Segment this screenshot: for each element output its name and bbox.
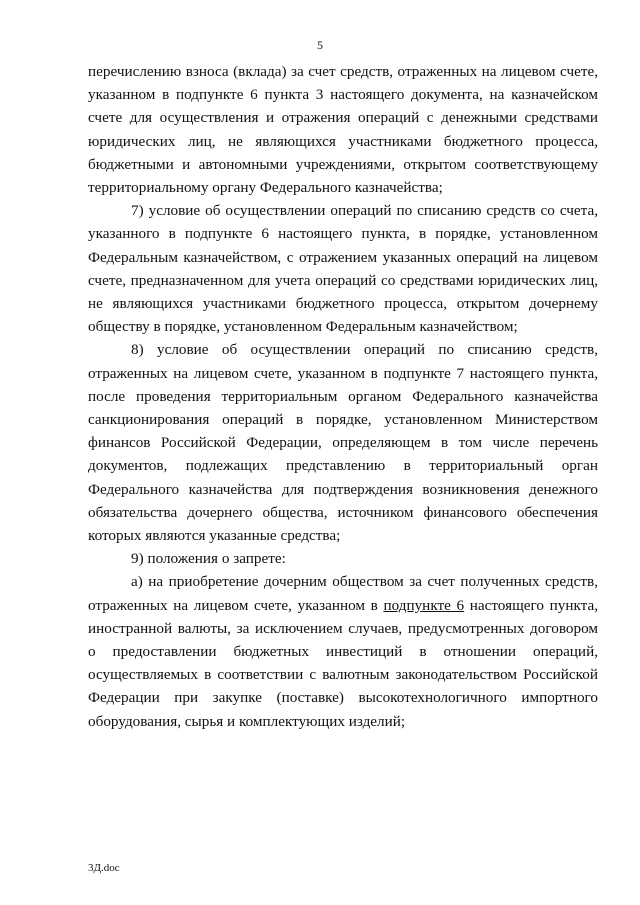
paragraph-item-8 [88, 338, 598, 547]
document-body [88, 60, 598, 733]
underlined-reference: подпункте 6 [383, 596, 465, 614]
page-number: 5 [317, 38, 323, 52]
paragraph-item-a [88, 570, 598, 732]
paragraph-text: настоящего пункта, иностранной валюты, за исключением случаев, предусмотренных договором о предоставлении бюджетных инвестиций в отношении операций, осуществляемых в соответствии с валютным законодательством Российской Федерации при закупке (поставке) высокотехнологичного импортного оборудования, сырья и комплектующих изделий; [88, 596, 598, 730]
paragraph-text: а) на приобретение дочерним обществом за счет полученных средств, отраженных на лицевом счете, указанном в [88, 573, 598, 614]
paragraph-text: 9) положения о запрете: [131, 550, 286, 568]
paragraph-text: перечислению взноса (вклада) за счет средств, отраженных на лицевом счете, указанном в подпункте 6 пункта 3 настоящего документа, на казначейском счете для осуществления и отражения операций с денежными средствами юридических лиц, не являющихся участниками бюджетного процесса, бюджетными и автономными учреждениями, открытом соответствующему территориальному органу Федерального казначейства; [88, 63, 598, 197]
paragraph-text: 8) условие об осуществлении операций по списанию средств, отраженных на лицевом счете, указанном в подпункте 7 настоящего пункта, после проведения территориальным органом Федерального казначейства санкционирования операций в порядке, установленном Министерством финансов Российской Федерации, определяющем в том числе перечень документов, подлежащих представлению в территориальный орган Федерального казначейства для подтверждения возникновения денежного обязательства дочернего общества, источником финансового обеспечения которых являются указанные средства; [88, 341, 598, 545]
paragraph-item-9 [88, 547, 598, 570]
file-name-footer: 3Д.doc [88, 862, 120, 874]
paragraph-item-7 [88, 199, 598, 338]
paragraph-text: 7) условие об осуществлении операций по списанию средств со счета, указанного в подпункте 6 настоящего пункта, в порядке, установленном Федеральным казначейством, с отражением указанных операций на лицевом счете, предназначенном для учета операций со средствами юридических лиц, не являющихся участниками бюджетного процесса, открытом дочернему обществу в порядке, установленном Федеральным казначейством; [88, 202, 598, 336]
paragraph-continuation [88, 60, 598, 199]
